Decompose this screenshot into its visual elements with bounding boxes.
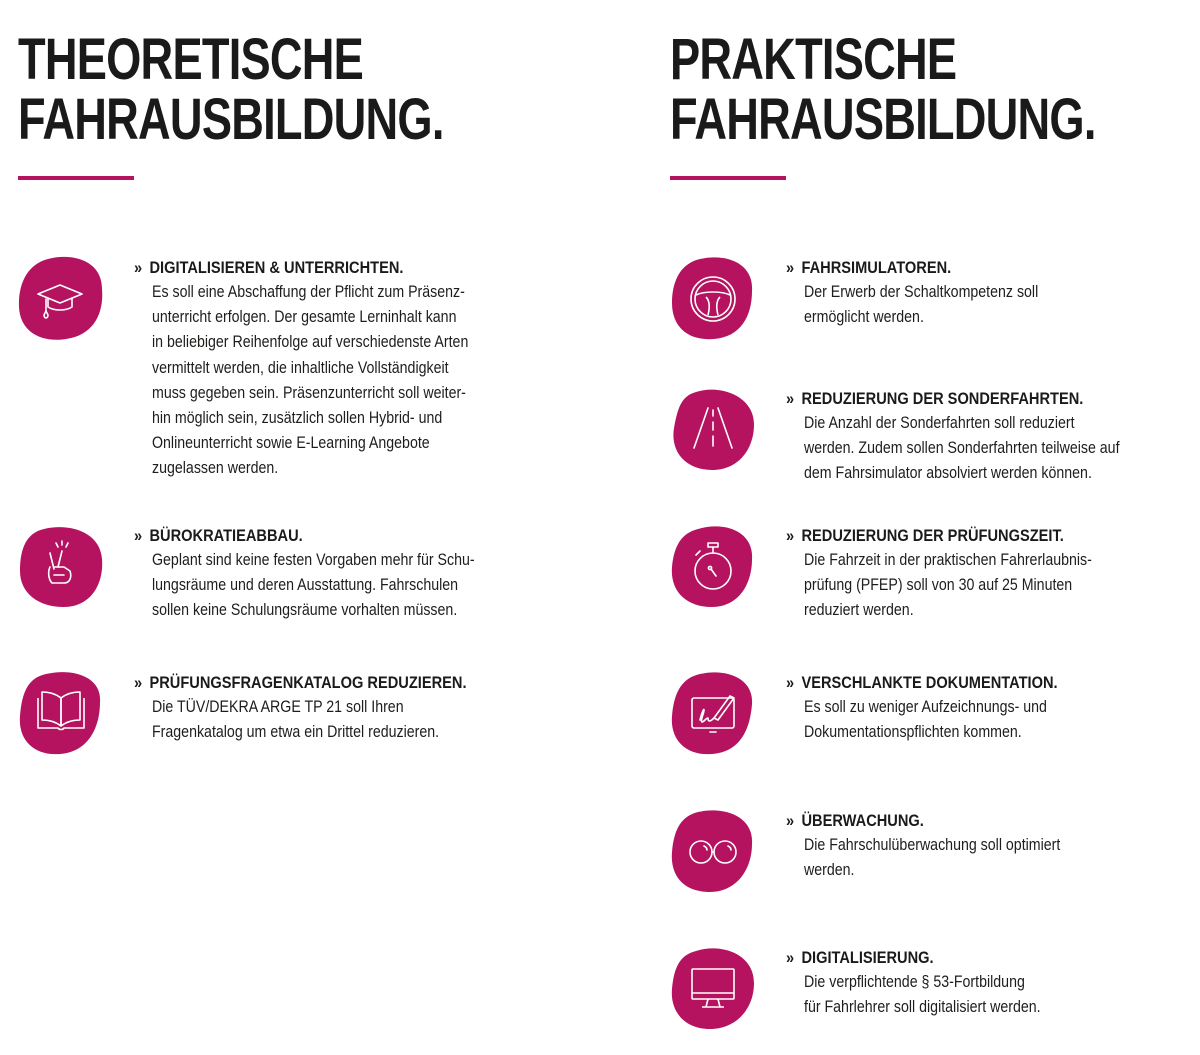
item-text (786, 670, 1102, 745)
item-body (804, 970, 1041, 1020)
body-line: für Fahrlehrer soll digitalisiert werden. (804, 998, 1041, 1017)
item-text (134, 523, 527, 624)
bullet: » (786, 948, 795, 967)
title-line: FAHRAUSBILDUNG. (670, 87, 1096, 152)
section-title-practice (670, 27, 1096, 152)
bullet: » (786, 673, 795, 692)
item-text (134, 255, 520, 482)
body-line: Es soll zu weniger Aufzeichnungs- und (804, 698, 1047, 716)
section-title-theory (18, 27, 444, 152)
title-line: FAHRAUSBILDUNG. (18, 87, 444, 152)
item-text (786, 523, 1139, 624)
item-heading (134, 255, 466, 280)
item-body (804, 411, 1120, 487)
bullet: » (786, 811, 795, 830)
body-line: zugelassen werden. (152, 459, 279, 478)
heading-text: DIGITALISIERUNG. (801, 948, 934, 967)
stopwatch-icon (670, 523, 756, 609)
item-body (804, 280, 1038, 330)
body-line: prüfung (PFEP) soll von 30 auf 25 Minuten (804, 576, 1073, 595)
heading-text: REDUZIERUNG DER SONDERFAHRTEN. (801, 389, 1084, 408)
signature-tablet-icon (670, 670, 756, 756)
heading-text: BÜROKRATIEABBAU. (149, 526, 303, 545)
body-line: Die Fahrschulüberwachung soll optimiert (804, 836, 1061, 854)
item-text (786, 945, 1079, 1020)
body-line: Dokumentationspflichten kommen. (804, 723, 1022, 742)
bullet: » (786, 258, 795, 277)
heading-text: VERSCHLANKTE DOKUMENTATION. (801, 673, 1058, 692)
item-heading (134, 670, 467, 695)
item-text (786, 386, 1171, 487)
title-underline (670, 176, 786, 180)
body-line: Die Fahrzeit in der praktischen Fahrerlaubnis- (804, 551, 1092, 569)
body-line: Die TÜV/DEKRA ARGE TP 21 soll Ihren (152, 698, 404, 716)
crossed-fingers-icon (18, 523, 104, 609)
body-line: Geplant sind keine festen Vorgaben mehr für Schu- (152, 551, 475, 569)
monitor-icon (670, 945, 756, 1031)
item-body (804, 833, 1060, 883)
item-heading (786, 386, 1117, 411)
bullet: » (786, 389, 795, 408)
bullet: » (786, 526, 795, 545)
glasses-icon (670, 808, 756, 894)
steering-wheel-icon (670, 255, 756, 341)
body-line: lungsräume und deren Ausstattung. Fahrschulen (152, 576, 459, 595)
item-heading (134, 523, 472, 548)
item-heading (786, 255, 1036, 280)
item-body (152, 695, 469, 745)
title-underline (18, 176, 134, 180)
item-heading (786, 808, 1058, 833)
bullet: » (134, 673, 143, 692)
heading-text: FAHRSIMULATOREN. (801, 258, 952, 277)
item-heading (786, 945, 1038, 970)
title-line: PRAKTISCHE (670, 27, 957, 92)
body-line: dem Fahrsimulator absolviert werden können. (804, 464, 1092, 483)
body-line: Fragenkatalog um etwa ein Drittel reduzieren. (152, 723, 440, 742)
bullet: » (134, 258, 143, 277)
graduation-cap-icon (18, 255, 104, 341)
body-line: muss gegeben sein. Präsenzunterricht soll weiter- (152, 383, 466, 402)
road-icon (670, 386, 756, 472)
body-line: Die verpflichtende § 53-Fortbildung (804, 973, 1025, 991)
item-heading (786, 523, 1089, 548)
body-line: hin möglich sein, zusätzlich sollen Hybrid- und (152, 409, 443, 428)
body-line: in beliebiger Reihenfolge auf verschiedenste Arten (152, 333, 469, 352)
item-heading (786, 670, 1058, 695)
body-line: vermittelt werden, die inhaltliche Vollständigkeit (152, 358, 449, 377)
heading-text: REDUZIERUNG DER PRÜFUNGSZEIT. (801, 526, 1064, 545)
body-line: Die Anzahl der Sonderfahrten soll reduziert (804, 414, 1075, 432)
item-body (152, 548, 475, 624)
heading-text: DIGITALISIEREN & UNTERRICHTEN. (149, 258, 404, 277)
item-body (152, 280, 468, 482)
body-line: sollen keine Schulungsräume vorhalten müssen. (152, 601, 458, 620)
body-line: unterricht erfolgen. Der gesamte Lerninhalt kann (152, 308, 457, 327)
body-line: Der Erwerb der Schaltkompetenz soll (804, 283, 1039, 301)
item-text (786, 808, 1102, 883)
heading-text: PRÜFUNGSFRAGENKATALOG REDUZIEREN. (149, 673, 467, 692)
body-line: Onlineunterricht sowie E-Learning Angebote (152, 434, 430, 453)
body-line: werden. Zudem sollen Sonderfahrten teilweise auf (804, 439, 1120, 458)
body-line: ermöglicht werden. (804, 308, 924, 327)
heading-text: ÜBERWACHUNG. (801, 811, 924, 830)
item-text (786, 255, 1076, 330)
item-text (134, 670, 521, 745)
item-body (804, 548, 1092, 624)
title-line: THEORETISCHE (18, 27, 364, 92)
body-line: reduziert werden. (804, 601, 914, 620)
body-line: werden. (804, 861, 855, 880)
open-book-icon (18, 670, 104, 756)
bullet: » (134, 526, 143, 545)
body-line: Es soll eine Abschaffung der Pflicht zum Präsenz- (152, 283, 465, 301)
item-body (804, 695, 1060, 745)
